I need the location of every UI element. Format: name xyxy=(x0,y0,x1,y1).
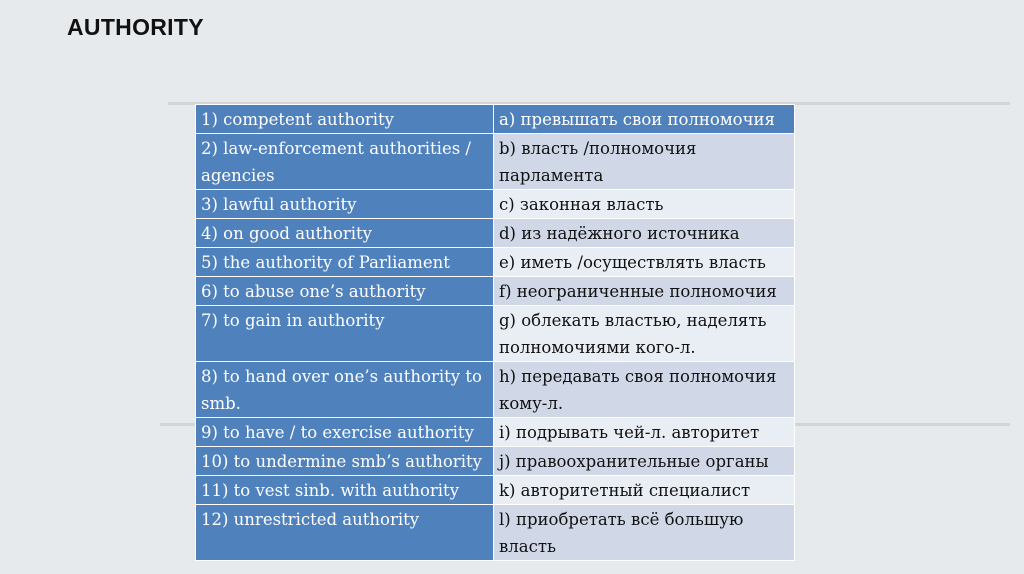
english-term: 8) to hand over one’s authority to smb. xyxy=(196,362,494,418)
english-term: 12) unrestricted authority xyxy=(196,505,494,561)
english-term: 3) lawful authority xyxy=(196,190,494,219)
russian-translation: l) приобретать всё большую власть xyxy=(494,505,795,561)
russian-translation: i) подрывать чей-л. авторитет xyxy=(494,418,795,447)
english-term: 1) competent authority xyxy=(196,105,494,134)
table-row xyxy=(196,505,795,561)
russian-translation: h) передавать своя полномочия кому-л. xyxy=(494,362,795,418)
english-term: 2) law-enforcement authorities / agencies xyxy=(196,134,494,190)
english-term: 11) to vest sinb. with authority xyxy=(196,476,494,505)
russian-translation: e) иметь /осуществлять власть xyxy=(494,248,795,277)
table-row xyxy=(196,134,795,190)
russian-translation: а) превышать свои полномочия xyxy=(494,105,795,134)
table-row xyxy=(196,277,795,306)
table-row xyxy=(196,476,795,505)
russian-translation: j) правоохранительные органы xyxy=(494,447,795,476)
russian-translation: f) неограниченные полномочия xyxy=(494,277,795,306)
table-row xyxy=(196,362,795,418)
english-term: 5) the authority of Parliament xyxy=(196,248,494,277)
english-term: 6) to abuse one’s authority xyxy=(196,277,494,306)
english-term: 4) on good authority xyxy=(196,219,494,248)
english-term: 7) to gain in authority xyxy=(196,306,494,362)
table-row xyxy=(196,219,795,248)
table-row xyxy=(196,306,795,362)
russian-translation: b) власть /полномочия парламента xyxy=(494,134,795,190)
table-row xyxy=(196,418,795,447)
table-row xyxy=(196,190,795,219)
table-row xyxy=(196,447,795,476)
slide-title: AUTHORITY xyxy=(67,14,204,40)
vocabulary-table xyxy=(195,104,795,561)
russian-translation: g) облекать властью, наделять полномочиями кого-л. xyxy=(494,306,795,362)
russian-translation: k) авторитетный специалист xyxy=(494,476,795,505)
russian-translation: c) законная власть xyxy=(494,190,795,219)
table-row xyxy=(196,248,795,277)
table-row xyxy=(196,105,795,134)
english-term: 9) to have / to exercise authority xyxy=(196,418,494,447)
english-term: 10) to undermine smb’s authority xyxy=(196,447,494,476)
russian-translation: d) из надёжного источника xyxy=(494,219,795,248)
